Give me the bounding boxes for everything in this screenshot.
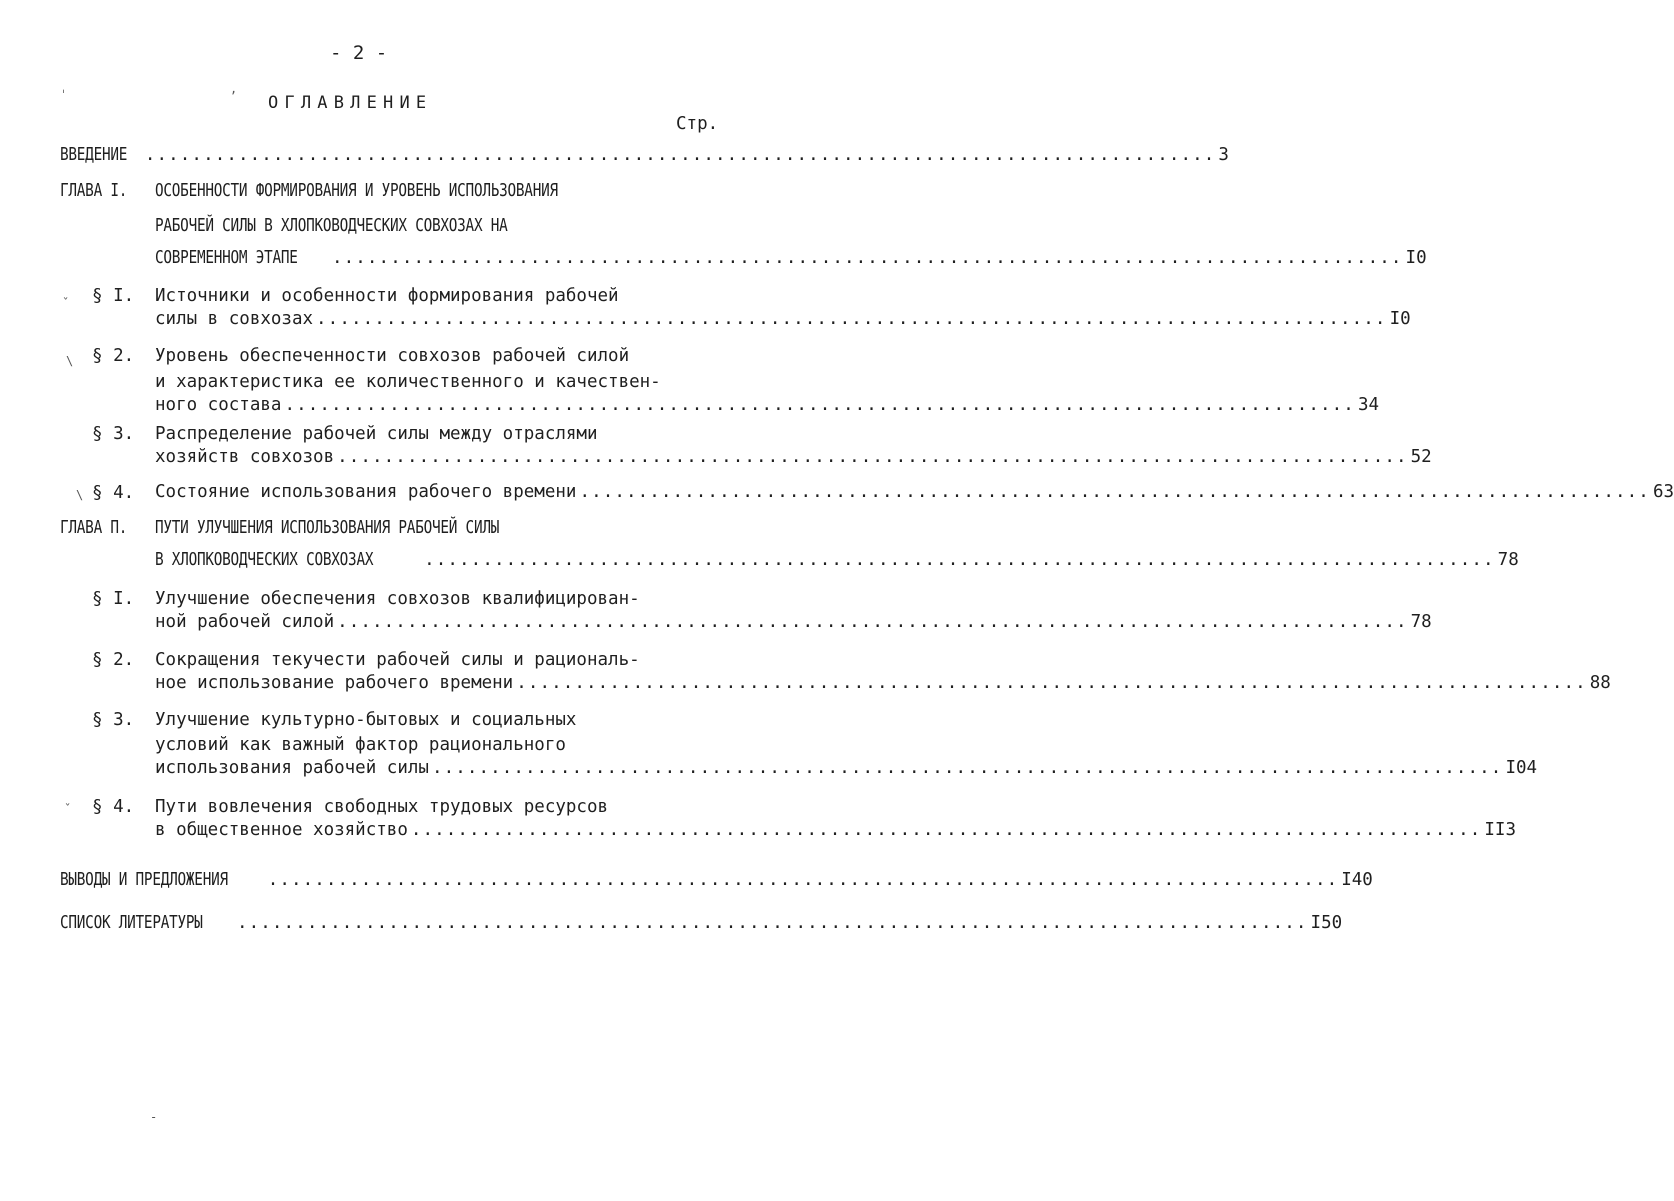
leader-dots: ............................................................................................ [316, 309, 1387, 329]
leader-dots: ............................................................................................ [579, 482, 1650, 502]
section-number: § 3. [92, 424, 135, 444]
section-number: § 2. [92, 650, 135, 670]
toc-page-number: I40 [1341, 870, 1373, 890]
leader-dots: ............................................................................................ [337, 612, 1408, 632]
toc-page-number: 78 [1410, 612, 1432, 632]
toc-page-number: I0 [1389, 309, 1411, 329]
toc-page-number: I04 [1505, 758, 1538, 778]
leader-dots: ............................................................................................ [431, 758, 1503, 778]
toc-entry-ch1-sec2[interactable] [155, 395, 1380, 419]
section-title-line: Улучшение культурно-бытовых и социальных [155, 710, 577, 730]
toc-entry-chapter1[interactable] [155, 248, 1427, 272]
section-number: § 3. [92, 710, 135, 730]
section-title-line: Пути вовлечения свободных трудовых ресурсов [155, 797, 609, 817]
leader-dots: ............................................................................................ [237, 913, 1308, 933]
leader-dots: ............................................................................................ [144, 145, 1216, 165]
page-number: - 2 - [330, 42, 388, 64]
toc-page-number: 52 [1410, 447, 1432, 467]
leader-dots: ............................................................................................ [332, 248, 1403, 268]
section-title-line: условий как важный фактор рационального [155, 735, 566, 755]
chapter-title-line: В ХЛОПКОВОДЧЕСКИХ СОВХОЗАХ [155, 550, 374, 570]
section-title-line: силы в совхозах [155, 309, 314, 329]
section-title-line: Распределение рабочей силы между отраслями [155, 424, 598, 444]
toc-entry-ch2-sec2[interactable] [155, 673, 1611, 697]
leader-dots: ............................................................................................ [410, 820, 1482, 840]
leader-dots: ............................................................................................ [267, 870, 1339, 890]
section-number: § 2. [92, 346, 135, 366]
section-title-line: ного состава [155, 395, 282, 415]
scan-mark: , [230, 82, 238, 96]
toc-entry-ch2-sec3[interactable] [155, 758, 1538, 782]
page-title: ОГЛАВЛЕНИЕ [268, 93, 433, 113]
section-number: § I. [92, 286, 135, 306]
toc-page-number: 88 [1589, 673, 1611, 693]
scan-mark: ˇ [64, 802, 72, 816]
toc-page-number: I0 [1405, 248, 1427, 268]
leader-dots: ............................................................................................ [516, 673, 1587, 693]
toc-entry-ch1-sec4[interactable] [155, 482, 1674, 506]
toc-entry-ch2-sec1[interactable] [155, 612, 1432, 636]
section-number: § I. [92, 589, 135, 609]
scan-mark: \ [76, 488, 84, 502]
section-title-line: Уровень обеспеченности совхозов рабочей силой [155, 346, 630, 366]
scan-mark: \ [66, 354, 74, 368]
section-title-line: Источники и особенности формирования рабочей [155, 286, 619, 306]
toc-entry-label: ВЫВОДЫ И ПРЕДЛОЖЕНИЯ [60, 870, 228, 890]
chapter-title-line: РАБОЧЕЙ СИЛЫ В ХЛОПКОВОДЧЕСКИХ СОВХОЗАХ НА [155, 216, 508, 236]
toc-entry-label: ВВЕДЕНИЕ [60, 145, 128, 165]
toc-entry-chapter2[interactable] [155, 550, 1519, 574]
leader-dots: ............................................................................................ [424, 550, 1495, 570]
section-title-line: хозяйств совхозов [155, 447, 335, 467]
section-title-line: в общественное хозяйство [155, 820, 408, 840]
section-title-line: ной рабочей силой [155, 612, 335, 632]
section-title-line: Состояние использования рабочего времени [155, 482, 577, 502]
chapter-title-line: ПУТИ УЛУЧШЕНИЯ ИСПОЛЬЗОВАНИЯ РАБОЧЕЙ СИЛЫ [155, 518, 500, 538]
scan-mark: - [150, 1110, 158, 1124]
page-column-label: Стр. [676, 114, 719, 134]
toc-page-number: 63 [1652, 482, 1674, 502]
toc-page-number: II3 [1484, 820, 1516, 840]
leader-dots: ............................................................................................ [337, 447, 1408, 467]
toc-entry-ch2-sec4[interactable] [155, 820, 1516, 844]
chapter-title-line: СОВРЕМЕННОМ ЭТАПЕ [155, 248, 298, 268]
section-title-line: Улучшение обеспечения совхозов квалифицирован- [155, 589, 640, 609]
leader-dots: ............................................................................................ [284, 395, 1355, 415]
section-title-line: использования рабочей силы [155, 758, 429, 778]
toc-entry-conclusions[interactable] [60, 870, 1373, 894]
toc-entry-label: СПИСОК ЛИТЕРАТУРЫ [60, 913, 203, 933]
toc-entry-bibliography[interactable] [60, 913, 1343, 937]
scan-mark: ˈ [60, 88, 68, 102]
toc-entry-intro[interactable] [60, 145, 1229, 169]
toc-entry-ch1-sec1[interactable] [155, 309, 1411, 333]
chapter-title-line: ОСОБЕННОСТИ ФОРМИРОВАНИЯ И УРОВЕНЬ ИСПОЛЬЗОВАНИЯ [155, 181, 558, 201]
toc-page-number: 3 [1218, 145, 1229, 165]
section-title-line: ное использование рабочего времени [155, 673, 514, 693]
toc-page-number: I50 [1310, 913, 1343, 933]
toc-page-number: 78 [1497, 550, 1519, 570]
toc-entry-ch1-sec3[interactable] [155, 447, 1432, 471]
section-number: § 4. [92, 483, 135, 503]
section-title-line: и характеристика ее количественного и качествен- [155, 372, 661, 392]
toc-page-number: 34 [1357, 395, 1380, 415]
scan-mark: ˇ [62, 296, 70, 310]
chapter-label: ГЛАВА I. [60, 181, 128, 201]
section-title-line: Сокращения текучести рабочей силы и рациональ- [155, 650, 640, 670]
chapter-label: ГЛАВА П. [60, 518, 128, 538]
section-number: § 4. [92, 797, 135, 817]
